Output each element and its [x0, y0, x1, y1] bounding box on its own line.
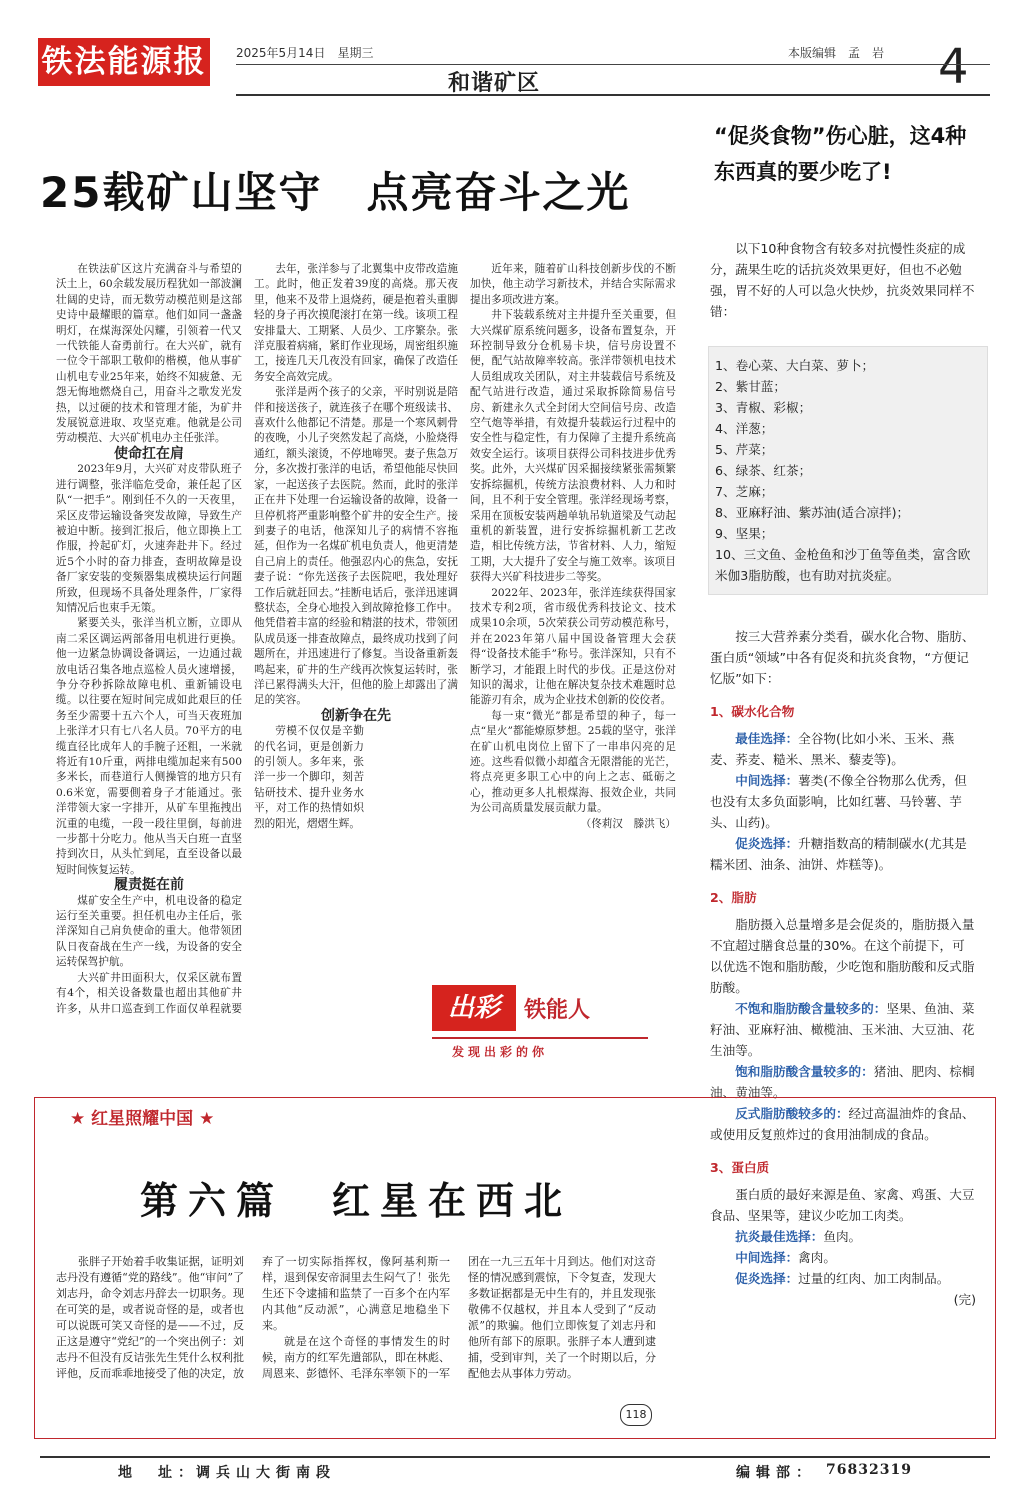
protein-best: 鱼肉。 [823, 1229, 862, 1244]
article-paragraph: 张洋是两个孩子的父亲，平时别说是陪伴和接送孩子，就连孩子在哪个班级读书、喜欢什么他都记不清楚。那是一个寒风刺骨的夜晚，小儿子突然发起了高烧，小脸烧得通红，额头滚烫，不停地啼哭。妻子焦急万分，多次拨打张洋的电话，希望他能尽快回家，一起送孩子去医院。然而，此时的张洋正在井下处理一台运输设备的故障，设备一旦停机将严重影响整个矿井的安全生产。接到妻子的电话，他深知儿子的病情不容拖延，但作为一名煤矿机电负责人，他更清楚自己肩上的责任。他强忍内心的焦急，安抚妻子说：“你先送孩子去医院吧，我处理好工作后就赶回去。”挂断电话后，张洋迅速调整状态，全身心地投入到故障抢修工作中。他凭借着丰富的经验和精湛的技术，带领团队成员逐一排查故障点，最终成功找到了问题所在，并迅速进行了修复。当设备重新轰鸣起来，矿井的生产线再次恢复运转时，张洋已累得满头大汗，但他的脸上却露出了满足的笑容。 [254, 386, 458, 707]
food-list-item: 1、卷心菜、大白菜、萝卜； [715, 358, 875, 373]
address-value: 调兵山大街南段 [196, 1465, 336, 1481]
subhead-1: 使命扛在肩 [114, 445, 184, 462]
fat-b-label: 饱和脂肪酸含量较多的： [735, 1064, 874, 1079]
carb-best: 全谷物(比如小米、玉米、燕麦、荞麦、糙米、黑米、藜麦等)。 [710, 731, 955, 767]
column-badge [432, 985, 648, 1061]
carb-mid-label: 中间选择： [735, 773, 799, 788]
phone-label: 编辑部： [736, 1465, 816, 1481]
badge-name: 铁能人 [524, 998, 591, 1023]
serial-number: 118 [620, 1404, 652, 1426]
food-list-item: 5、芹菜； [715, 442, 774, 457]
article-paragraph: 劳模不仅仅是辛勤的代名词，更是创新力的引领人。多年来，张洋一步一个脚印，刻苦钻研技术、提升业务水平，对工作的热情如炽烈的阳光，熠熠生辉。 [254, 725, 364, 830]
article-paragraph: 大兴矿井田面积大，仅采区就布置有4个，相关设备数量也超出其他矿井许多，从井口巡查到工作面仅单程就要 [56, 971, 242, 1015]
food-list-item: 3、青椒、彩椒； [715, 400, 812, 415]
badge-rule [432, 1037, 648, 1039]
carb-bad: 升糖指数高的精制碳水(尤其是糯米团、油条、油饼、炸糕等)。 [710, 836, 967, 872]
fat-intro: 脂肪摄入总量增多是会促炎的，脂肪摄入量不宜超过膳食总量的30%。在这个前提下，可以优选不饱和脂肪酸，少吃饱和脂肪酸和反式脂肪酸。 [710, 917, 975, 995]
article-intro: 在铁法矿区这片充满奋斗与希望的沃土上，60余载发展历程犹如一部波澜壮阔的史诗，而无数劳动模范则是这部史诗中最耀眼的篇章。他们如同一盏盏明灯，在煤海深处闪耀，引领着一代又一代铁能人奋勇前行。在大兴矿，就有一位令干部职工敬仰的楷模，他从事矿山机电专业25年来，始终不知疲惫、无怨无悔地燃烧自己，用奋斗之歌发光发热，以过硬的技术和管理才能，为矿井发展锐意进取、攻坚克难。他就是公司劳动模范、大兴矿机电办主任张洋。 [56, 263, 242, 445]
article-paragraph: 2022年、2023年，张洋连续获得国家技术专利2项，省市级优秀科技论文、技术成果10余项，5次荣获公司劳动模范称号，并在2023年第八届中国设备管理大会获得“设备技术能手”称号。张洋深知，只有不断学习，才能跟上时代的步伐。正是这份对知识的渴求，让他在解决复杂技术难题时总能游刃有余，成为企业技术创新的佼佼者。 [470, 586, 676, 707]
serial-chapter-title: 第六篇 红星在西北 [140, 1179, 573, 1223]
health-intro-text: 以下10种食物含有较多对抗慢性炎症的成分，蔬果生吃的话抗炎效果更好，但也不必勉强，胃不好的人可以急火快炒，抗炎效果同样不错： [710, 241, 975, 319]
protein-mid: 禽肉。 [798, 1250, 836, 1265]
footer-rule [40, 1456, 990, 1458]
fat-b: 猪油、肥肉、棕榈油、黄油等。 [710, 1064, 975, 1100]
serial-text [56, 1254, 656, 1382]
header-rule-bottom [236, 94, 990, 96]
carb-mid: 薯类(不像全谷物那么优秀，但也没有太多负面影响，比如红薯、马铃薯、芋头、山药)。 [710, 773, 967, 830]
phone-value: 76832319 [826, 1462, 912, 1478]
article-byline: （佟莉汉 滕洪飞） [580, 817, 676, 830]
badge-slogan: 发现出彩的你 [452, 1045, 549, 1059]
serial-label: ★ 红星照耀中国 ★ [64, 1104, 220, 1129]
food-list-item: 6、绿茶、红茶； [715, 463, 812, 478]
serial-paragraph: 就是在这个奇怪的事情发生的时候，南方的红军先遣部队，即在林彪、周恩来、彭德怀、毛泽东率领下的一军团在一九三五年十月到达。他们对这奇怪的情况感到震惊，下令复查，发现大多数证据都是无中生有的，并且发现张敬佛不仅越权，并且本人受到了“反动派”的欺骗。他们立即恢复了刘志丹和他所有部下的原职。张胖子本人遭到逮捕，受到审判，关了一个时期以后，分配他去从事体力劳动。 [262, 1255, 656, 1380]
fat-a-label: 不饱和脂肪酸含量较多的： [735, 1001, 887, 1016]
fat-heading: 2、脂肪 [710, 890, 757, 905]
health-title: “促炎食物”伤心脏，这4种东西真的要少吃了! [714, 124, 967, 184]
article-column-3 [470, 262, 676, 832]
fat-c: 经过高温油炸的食品、或使用反复煎炸过的食用油制成的食品。 [710, 1106, 975, 1142]
protein-bad: 过量的红肉、加工肉制品。 [798, 1271, 950, 1286]
carb-heading: 1、碳水化合物 [710, 704, 795, 719]
serial-paragraph: 张胖子开始着手收集证据，证明刘志丹没有遵循“党的路线”。他“审问”了刘志丹，命令刘志丹辞去一切职务。现在可笑的是，或者说奇怪的是，或者也可以说既可笑又奇怪的是——不过，反正这是遵守“党纪”的一个突出例子：刘志丹不但没有反诘张先生凭什么权利批评他，反而乖乖地接受了他的决定，放弃了一切实际指挥权，像阿基利斯一样，退到保安帝洞里去生闷气了！张先生还下令逮捕和监禁了一百多个在内军内其他“反动派”，心满意足地稳坐下来。 [56, 1255, 450, 1380]
health-end: (完) [953, 1292, 976, 1307]
newspaper-logo: 铁法能源报 [38, 38, 210, 86]
address-label: 地 址： [118, 1465, 198, 1481]
subhead-3: 创新争在先 [321, 707, 391, 724]
article-paragraph: 每一束“微光”都是希望的种子，每一点“星火”都能燎原梦想。25载的坚守，张洋在矿山机电岗位上留下了一串串闪亮的足迹。这些看似微小却蕴含无限潜能的光芒，将点亮更多职工心中的向上之志、砥砺之心，推动更多人扎根煤海、报效企业，共同为公司高质量发展贡献力量。 [470, 709, 676, 815]
header-rule-top [236, 64, 990, 65]
food-list-item: 2、紫甘蓝； [715, 379, 786, 394]
food-list-box [708, 346, 988, 595]
food-list-item: 10、三文鱼、金枪鱼和沙丁鱼等鱼类，富含欧米伽3脂肪酸，也有助对抗炎症。 [715, 547, 971, 583]
food-list-item: 8、亚麻籽油、紫苏油(适合凉拌)； [715, 505, 910, 520]
food-list-item: 9、坚果； [715, 526, 774, 541]
article-paragraph: 井下装载系统对主井提升至关重要，但大兴煤矿原系统问题多，设备布置复杂，开环控制导致分仓机易卡块，信号房设置不便，配气站故障率较高。张洋带领机电技术人员组成攻关团队，对主井装载信号系统及配气站进行改造，通过采取拆除简易信号房、新建永久式全封闭大空间信号房、改造空气炮等举措，有效提升装载运行过程中的安全性与稳定性，有力保障了主提升系统高效安全运行。该项目获得公司科技进步优秀奖。此外，大兴煤矿因采掘接续紧张需频繁安拆综掘机，传统方法浪费材料、人力和时间，且不利于安全管理。张洋经现场考察，采用在顶板安装两趟单轨吊轨道梁及气动起重机的新装置，进行安拆综掘机新工艺改造，相比传统方法，节省材料、人力，缩短工期，大大提升了安全与施工效率。该项目获得大兴矿科技进步二等奖。 [470, 309, 676, 584]
carb-best-label: 最佳选择： [735, 731, 799, 746]
food-list-item: 7、芝麻； [715, 484, 774, 499]
carb-bad-label: 促炎选择： [735, 836, 799, 851]
article-paragraph: 煤矿安全生产中，机电设备的稳定运行至关重要。担任机电办主任后，张洋深知自己肩负使命的重大。他带领团队日夜奋战在生产一线，为设备的安全运转保驾护航。 [56, 894, 242, 969]
protein-best-label: 抗炎最佳选择： [735, 1229, 824, 1244]
article-column-2 [254, 262, 458, 832]
article-headline: 25载矿山坚守 点亮奋斗之光 [40, 168, 631, 217]
article-paragraph: 紧要关头，张洋当机立断，立即从南二采区调运两部备用电机进行更换。他一边紧急协调设备调运，一边通过裁放电话召集各地点巡检人员火速增援，争分夺秒拆除故障电机、重新铺设电缆。以往要在短时间完成如此艰巨的任务至少需要十五六个人，可当天夜班加上张洋才只有七八名人员。70平方的电缆直径比成年人的手腕子还粗，一米就将近有10斤重，两排电缆加起来有500多米长，而巷道行人侧操管的地方只有0.6米宽，需要側着身子才能通过。张洋带领大家一字排开，从矿车里拖拽出沉重的电缆，一段一段往里倒，每前进一步都十分吃力。他从当天白班一直坚持到次日，从头忙到尾，直至设备以最短时间恢复运转。 [56, 617, 242, 876]
section-title: 和谐矿区 [448, 70, 541, 96]
health-para: 按三大营养素分类看，碳水化合物、脂肪、蛋白质“领域”中各有促炎和抗炎食物，“方便记忆版”如下： [710, 629, 975, 686]
protein-heading: 3、蛋白质 [710, 1160, 770, 1175]
article-paragraph: 去年，张洋参与了北翼集中皮带改造施工。此时，他正发着39度的高烧。那天夜里，他来不及带上退烧药，硬是抱着头重脚轻的身子再次摸爬滚打在第一线。该项工程安排量大、工期紧、人员少、工序繁杂。张洋克服着病痛，紧盯作业现场，周密组织施工，接连几天几夜没有回家，确保了改造任务安全高效完成。 [254, 263, 458, 383]
article-column-1 [56, 262, 242, 1017]
fat-a: 坚果、鱼油、菜籽油、亚麻籽油、橄榄油、玉米油、大豆油、花生油等。 [710, 1001, 975, 1058]
subhead-2: 履责挺在前 [114, 877, 184, 894]
protein-intro: 蛋白质的最好来源是鱼、家禽、鸡蛋、大豆食品、坚果等，建议少吃加工肉类。 [710, 1187, 975, 1223]
issue-date: 2025年5月14日 星期三 [236, 46, 374, 60]
article-paragraph: 近年来，随着矿山科技创新步伐的不断加快，他主动学习新技术，并结合实际需求提出多项改进方案。 [470, 263, 676, 306]
health-intro [710, 238, 976, 322]
badge-logo: 出彩 [432, 985, 516, 1031]
page-editor: 本版编辑 孟 岩 [788, 46, 885, 60]
fat-c-label: 反式脂肪酸较多的： [735, 1106, 849, 1121]
protein-bad-label: 促炎选择： [735, 1271, 799, 1286]
article-paragraph: 2023年9月，大兴矿对皮带队班子进行调整，张洋临危受命，兼任起了区队“一把手”。刚到任不久的一天夜里，采区皮带运输设备突发故障，导致生产被迫中断。接到汇报后，他立即换上工作服，拎起矿灯，火速奔赴井下。经过近5个小时的奋力排查，查明故障是设备厂家安装的变频器集成模块运行问题所致，但现场不具备处理条件，厂家得知情况后也束手无策。 [56, 463, 242, 614]
page-number: 4 [938, 39, 969, 95]
protein-mid-label: 中间选择： [735, 1250, 799, 1265]
footer [0, 1462, 1024, 1486]
food-list-item: 4、洋葱； [715, 421, 774, 436]
